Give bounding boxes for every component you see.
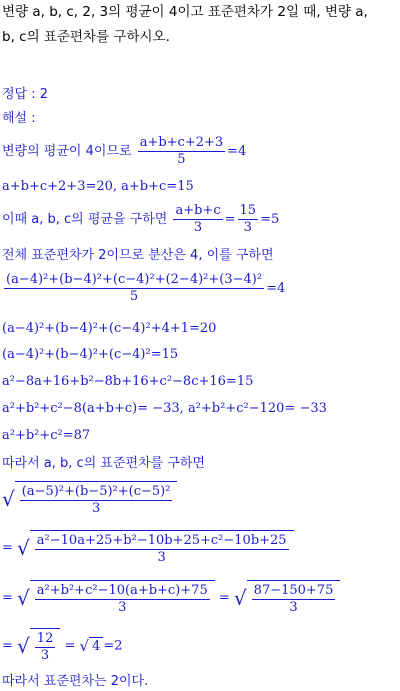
step-text: 변량의 평균이 4이므로 [2, 144, 132, 159]
step-variance-intro: 전체 표준편차가 2이므로 분산은 4, 이를 구하면 [2, 248, 274, 263]
step-expand-4: a²+b²+c²−8(a+b+c)= −33, a²+b²+c²−120= −33 [2, 401, 327, 416]
step-variance-equation: $\frac{\text{(a−4)²+(b−4)²+(c−4)²+(2−4)²+(3−4)²}}{5}$ =4 [6, 272, 286, 304]
step-sd-root-1: √ $\frac{\text{(a−5)²+(b−5)²+(c−5)²}}{3}$ [2, 481, 177, 517]
question-line-2: b, c의 표준편차를 구하시오. [2, 29, 170, 45]
step-expand-3: a²−8a+16+b²−8b+16+c²−8c+16=15 [2, 374, 254, 389]
step-expand-2: (a−4)²+(b−4)²+(c−4)²=15 [2, 347, 179, 362]
step-conclusion: 따라서 표준편차는 2이다. [2, 674, 149, 689]
step-sd-final: = √ $\frac{12}{3}$ = √ 4 =2 [2, 628, 123, 664]
fraction: $\frac{a+b+c+2+3}{5}$ [139, 135, 224, 167]
step-sum: a+b+c+2+3=20, a+b+c=15 [2, 179, 194, 194]
explanation-label: 해설 : [2, 111, 36, 126]
step-expand-1: (a−4)²+(b−4)²+(c−4)²+4+1=20 [2, 321, 217, 336]
step-abc-mean: 이때 a, b, c의 평균을 구하면 $\frac{a+b+c}{3}$ = $\frac{15}{3}$ =5 [2, 203, 280, 235]
step-sd-root-2: = √ $\frac{\text{a²−10a+25+b²−10b+25+c²−10b+25}}{3}$ [2, 530, 294, 566]
step-sd-intro: 따라서 a, b, c의 표준편차를 구하면 [2, 456, 205, 471]
step-sum-squares: a²+b²+c²=87 [2, 428, 91, 443]
step-mean-equation: 변량의 평균이 4이므로 $\frac{a+b+c+2+3}{5}$ =4 [2, 135, 247, 167]
question-line-1: 변량 a, b, c, 2, 3의 평균이 4이고 표준편차가 2일 때, 변량 a, [2, 4, 368, 20]
step-sd-root-3: = √ $\frac{\text{a²+b²+c²−10(a+b+c)+75}}{3}$ = √ $\frac{87-150+75}{3}$ [2, 580, 340, 616]
answer-label: 정답 : 2 [2, 87, 49, 102]
